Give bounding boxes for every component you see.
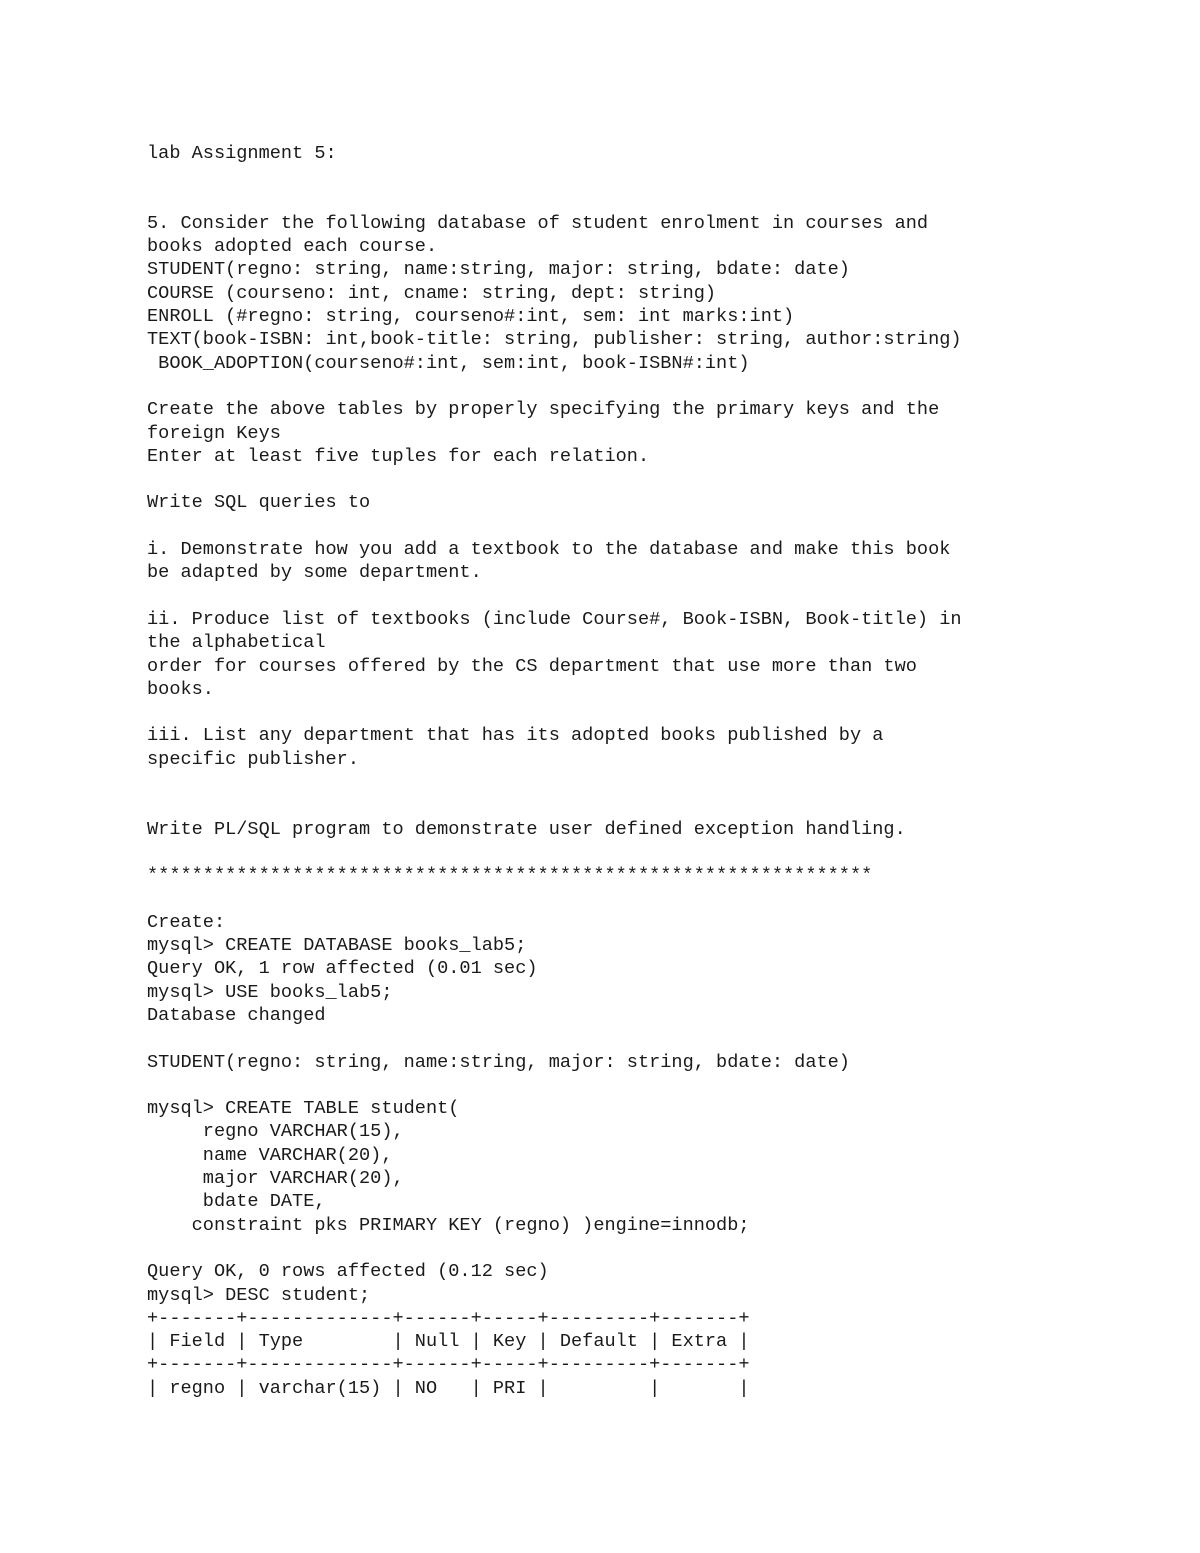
text-line: mysql> USE books_lab5;	[147, 981, 393, 1003]
text-line: BOOK_ADOPTION(courseno#:int, sem:int, book-ISBN#:int)	[147, 352, 750, 374]
text-line: books adopted each course.	[147, 236, 438, 258]
text-line: Write PL/SQL program to demonstrate user defined exception handling.	[147, 818, 906, 840]
text-line: Create the above tables by properly specifying the primary keys and the	[147, 399, 940, 421]
text-line: | Field | Type | Null | Key | Default | Extra |	[147, 1331, 750, 1353]
blank-line	[147, 888, 1147, 911]
blank-line	[147, 841, 1147, 864]
text-line: major VARCHAR(20),	[147, 1168, 404, 1190]
blank-line	[147, 515, 1147, 538]
text-line: specific publisher.	[147, 748, 360, 770]
text-line: bdate DATE,	[147, 1191, 326, 1213]
text-line: name VARCHAR(20),	[147, 1144, 393, 1166]
text-line: mysql> CREATE TABLE student(	[147, 1098, 460, 1120]
text-line: i. Demonstrate how you add a textbook to the database and make this book	[147, 539, 951, 561]
blank-line	[147, 375, 1147, 398]
text-line: STUDENT(regno: string, name:string, major: string, bdate: date)	[147, 259, 850, 281]
text-line: | regno | varchar(15) | NO | PRI | | |	[147, 1377, 750, 1399]
text-line: Write SQL queries to	[147, 492, 371, 514]
text-line: foreign Keys	[147, 422, 281, 444]
text-line: STUDENT(regno: string, name:string, major: string, bdate: date)	[147, 1051, 850, 1073]
blank-line	[147, 1027, 1147, 1050]
text-line: mysql> DESC student;	[147, 1284, 371, 1306]
text-line: constraint pks PRIMARY KEY (regno) )engine=innodb;	[147, 1214, 750, 1236]
text-line: Query OK, 0 rows affected (0.12 sec)	[147, 1261, 549, 1283]
blank-line	[147, 1074, 1147, 1097]
text-line: Enter at least five tuples for each relation.	[147, 445, 650, 467]
blank-line	[147, 701, 1147, 724]
text-line: lab Assignment 5:	[147, 143, 337, 164]
text-line: regno VARCHAR(15),	[147, 1121, 404, 1143]
text-line: TEXT(book-ISBN: int,book-title: string, publisher: string, author:string)	[147, 329, 962, 351]
text-line: ENROLL (#regno: string, courseno#:int, sem: int marks:int)	[147, 306, 795, 328]
text-line: *****************************************************************	[147, 865, 873, 887]
text-line: +-------+-------------+------+-----+---------+-------+	[147, 1307, 750, 1329]
text-line: Create:	[147, 911, 226, 933]
text-line: order for courses offered by the CS department that use more than two	[147, 655, 917, 677]
text-line: mysql> CREATE DATABASE books_lab5;	[147, 935, 527, 957]
text-line: COURSE (courseno: int, cname: string, dept: string)	[147, 282, 717, 304]
document-body	[147, 142, 1147, 1400]
blank-line	[147, 585, 1147, 608]
text-line: be adapted by some department.	[147, 562, 482, 584]
blank-line	[147, 165, 1147, 188]
text-line: Database changed	[147, 1004, 326, 1026]
text-line: 5. Consider the following database of student enrolment in courses and	[147, 212, 929, 234]
blank-line	[147, 1237, 1147, 1260]
blank-line	[147, 771, 1147, 794]
text-line: Query OK, 1 row affected (0.01 sec)	[147, 958, 538, 980]
text-line: ii. Produce list of textbooks (include Course#, Book-ISBN, Book-title) in	[147, 608, 962, 630]
blank-line	[147, 189, 1147, 212]
blank-line	[147, 794, 1147, 817]
text-line: books.	[147, 678, 214, 700]
text-line: +-------+-------------+------+-----+---------+-------+	[147, 1354, 750, 1376]
text-line: iii. List any department that has its adopted books published by a	[147, 725, 884, 747]
text-line: the alphabetical	[147, 632, 326, 654]
blank-line	[147, 468, 1147, 491]
